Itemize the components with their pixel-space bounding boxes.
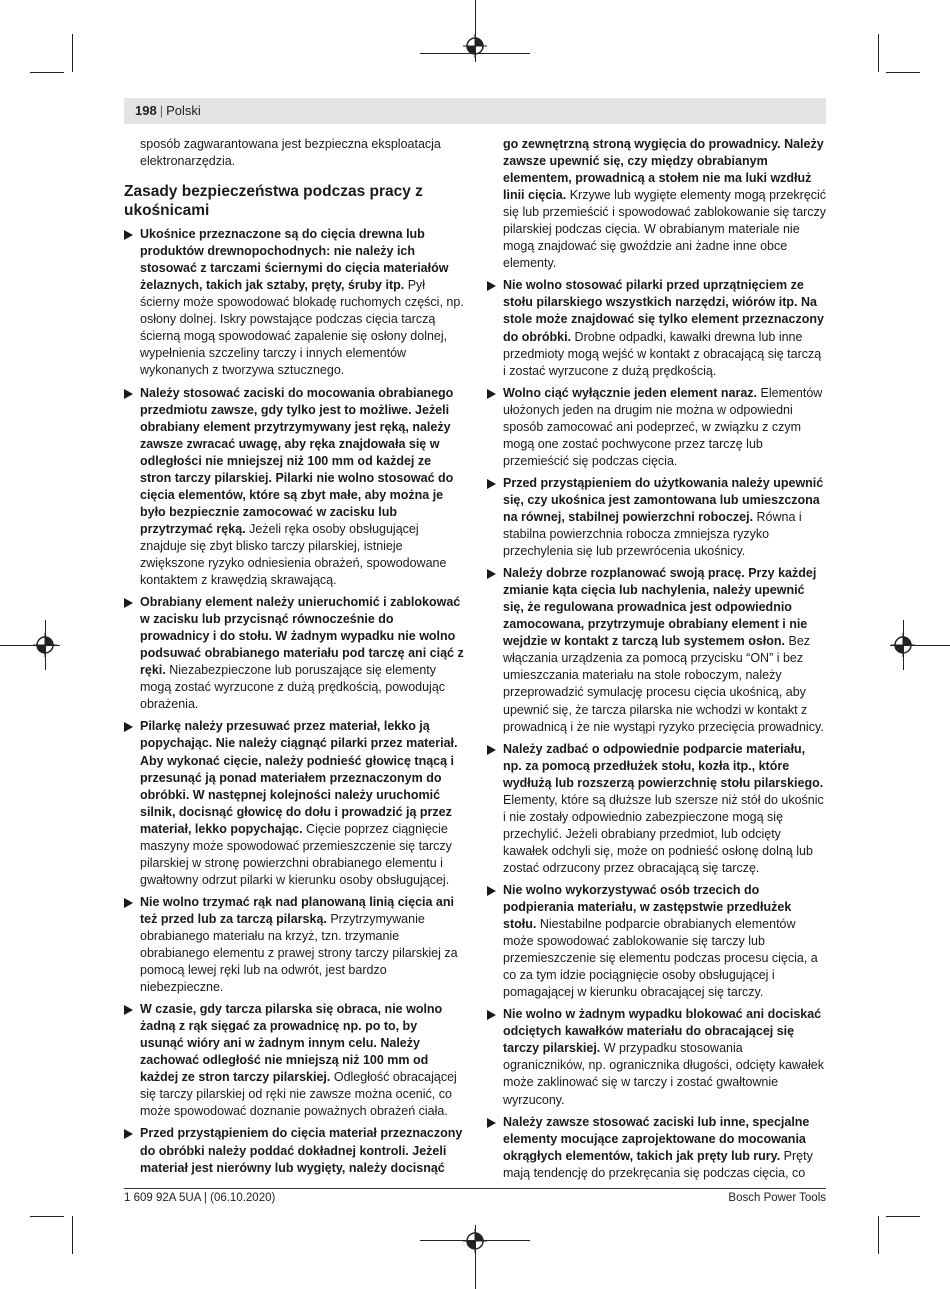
crop-mark [878,1216,879,1254]
item-text: Elementów ułożonych jeden na drugim nie można w odpowiedni sposób zamocować ani podeprzeć, w związku z czym mogą one zostać pochwycone przez tarczę lub przemieścić się podczas cięcia. [503,385,823,468]
crop-mark [30,1216,64,1217]
item-text: Elementy, które są dłuższe lub szersze niż stół do ukośnic i nie zostały odpowiednio zabezpieczone mogą się przechylić. Jeżeli obrabiany przedmiot, lub odcięty kawałek odchyli się, może on podnieść osłonę dolną lub zostać odrzucony przez obracającą się tarczę. [503,792,824,875]
item-bold-text: Nie wolno wykorzystywać osób trzecich do podpierania materiału, w zastępstwie przedłużek stołu. [503,882,792,932]
item-text: Cięcie poprzez ciągnięcie maszyny może spowodować przemieszczenie się tarczy pilarskiej w stronę powierzchni obrabianego elementu i gwałtowny odrzut pilarki w kierunku osoby obsługującej. [140,821,452,887]
list-item [487,1114,827,1182]
bullet-triangle-icon [487,1118,496,1128]
footer-brand: Bosch Power Tools [728,1192,826,1204]
page-language: Polski [166,103,201,118]
list-item [487,565,827,735]
bullet-triangle-icon [124,1005,133,1015]
continuation-text: Krzywe lub wygięte elementy mogą przekręcić się lub przemieścić i spowodować zablokowanie się tarczy pilarskiej podczas cięcia. W obrabianym materiale nie mogą znajdować się gwoździe ani żadne inne obce elementy. [503,188,827,271]
continuation-bold-text: go zewnętrzną stroną wygięcia do prowadnicy. Należy zawsze upewnić się, czy między obrabianym elementem, prowadnicą a stołem nie ma luki wzdłuż linii cięcia. [503,137,824,203]
item-bold-text: Przed przystąpieniem do cięcia materiał przeznaczony do obróbki należy poddać dokładnej kontroli. Jeżeli materiał jest nierówny lub wygięty, należy docisnąć [140,1126,463,1175]
list-item [487,882,827,1001]
registration-mark-icon [463,1229,487,1253]
crop-mark [886,72,920,73]
footer-code: 1 609 92A 5UA | (06.10.2020) [124,1192,276,1204]
crop-mark [30,72,64,73]
list-item [487,1006,827,1108]
section-heading: Zasady bezpieczeństwa podczas pracy z ukośnicami [124,183,423,220]
list-item [487,277,827,379]
item-bold-text: Ukośnice przeznaczone są do cięcia drewna lub produktów drewnopochodnych: nie należy ich stosować z tarczami ściernymi do cięcia materiałów żelaznych, takich jak sztaby, pręty, śruby itp. [140,227,449,293]
list-item [487,385,827,470]
bullet-triangle-icon [124,230,133,240]
item-text: Przytrzymywanie obrabianego materiału na krzyż, tzn. trzymanie obrabianego elementu z prawej strony tarczy pilarskiej za pomocą lewej ręki lub na odwrót, jest bardzo niebezpieczne. [140,911,458,995]
item-text: Równa i stabilna powierzchnia robocza zmniejsza ryzyko przechylenia się lub przewrócenia ukośnicy. [503,509,802,559]
footer-rule [124,1188,826,1189]
lead-paragraph: sposób zagwarantowana jest bezpieczna eksploatacja elektronarzędzia. [140,137,441,169]
item-text: W przypadku stosowania ograniczników, np. ogranicznika długości, odcięty kawałek może zaklinować się w tarczy i zostać gwałtownie wyrzucony. [503,1041,825,1107]
item-text: Jeżeli ręka osoby obsługującej znajduje się zbyt blisko tarczy pilarskiej, istnieje zwiększone ryzyko odniesienia obrażeń, spowodowane kontaktem z krawędzią skrawającą. [140,521,447,588]
bullet-triangle-icon [124,898,133,908]
item-text: Niezabezpieczone lub poruszające się elementy mogą zostać wyrzucone z dużą prędkością, powodując obrażenia. [140,663,446,712]
item-bold-text: W czasie, gdy tarcza pilarska się obraca, nie wolno żadną z rąk sięgać za prowadnicę np. po to, by usunąć wióry ani w żadnym innym celu. Należy zachować odległość nie mniejszą niż 100 mm od każdej ze stron tarczy pilarskiej. [140,1002,443,1085]
item-bold-text: Należy zadbać o odpowiednie podparcie materiału, np. za pomocą przedłużek stołu, kozła itp., które wydłużą lub rozszerzą powierzchnię stołu pilarskiego. [503,741,824,790]
list-item [124,594,464,713]
item-text: Niestabilne podparcie obrabianych elementów może spowodować zablokowanie się tarczy lub przemieszczenie się elementu podczas procesu cięcia, a co za tym idzie pociągnięcie osoby obsługującej i pomagającej w kierunku obracającej się tarczy. [503,917,818,1000]
header-separator: | [159,103,164,118]
bullet-triangle-icon [124,722,133,732]
item-bold-text: Przed przystąpieniem do użytkowania należy upewnić się, czy ukośnica jest zamontowana lub umieszczona na równej, stabilnej powierzchni roboczej. [503,475,824,524]
crop-mark [72,34,73,72]
page-number: 198 [135,103,157,118]
crop-mark [72,1216,73,1254]
bullet-triangle-icon [487,886,496,896]
crop-mark [878,34,879,72]
continuation-paragraph [503,136,827,272]
item-text: Odległość obracającej się tarczy pilarskiej od ręki nie zawsze można ocenić, co może spowodować doznanie poważnych obrażeń ciała. [140,1070,457,1119]
list-item [487,741,827,877]
list-item [124,226,464,379]
bullet-triangle-icon [487,1010,496,1020]
item-bold-text: Należy dobrze rozplanować swoją pracę. Przy każdej zmianie kąta cięcia lub nachylenia, należy upewnić się, że regulowana prowadnica jest odpowiednio zamocowana, przytrzymuje obrabiany element i nie wejdzie w kontakt z tarczą lub systemem osłon. [503,566,817,649]
item-text: Bez włączania urządzenia za pomocą przycisku “ON” i bez umieszczania materiału na stole roboczym, należy przeprowadzić symulację procesu cięcia ukośnicą, aby upewnić się, że tarcza pilarska nie wchodzi w kontakt z prowadnicą i że nie wystąpi ryzyko przecięcia prowadnicy. [503,634,824,734]
bullet-triangle-icon [124,1129,133,1139]
item-bold-text: Nie wolno trzymać rąk nad planowaną linią cięcia ani też przed lub za tarczą pilarską. [140,894,454,926]
item-bold-text: Pilarkę należy przesuwać przez materiał, lekko ją popychając. Nie należy ciągnąć pilarki przez materiał. Aby wykonać cięcie, należy podnieść głowicę tnącą i przesunąć ją ponad materiałem przeznaczonym do obróbki. W następnej kolejności należy uruchomić silnik, docisnąć głowicę do dołu i prowadzić ją przez materiał, lekko popychając. [140,719,458,836]
bullet-triangle-icon [487,479,496,489]
item-bold-text: Należy zawsze stosować zaciski lub inne, specjalne elementy mocujące zaprojektowane do mocowania okrągłych elementów, takich jak pręty lub rury. [503,1114,810,1163]
registration-mark-icon [33,633,57,657]
registration-mark-icon [463,34,487,58]
bullet-triangle-icon [487,569,496,579]
crop-mark [886,1216,920,1217]
item-bold-text: Obrabiany element należy unieruchomić i zablokować w zacisku lub przycisnąć równocześnie do prowadnicy i do stołu. W żadnym wypadku nie wolno podsuwać obrabianego materiału pod tarczę ani ciąć z ręki. [140,595,464,678]
list-item [124,718,464,888]
bullet-triangle-icon [487,281,496,291]
bullet-triangle-icon [124,389,133,399]
page-header [135,103,201,119]
bullet-triangle-icon [487,745,496,755]
right-column [487,136,827,1187]
page-header-bar [124,98,826,124]
item-text: Drobne odpadki, kawałki drewna lub inne przedmioty mogą wejść w kontakt z obracającą się tarczą i zostać wyrzucone z dużą prędkością. [503,329,822,378]
item-text: Pręty mają tendencję do przekręcania się podczas cięcia, co [503,1148,813,1180]
list-item [124,1125,464,1176]
item-bold-text: Wolno ciąć wyłącznie jeden element naraz. [503,385,758,400]
list-item [124,1001,464,1120]
list-item [124,385,464,590]
item-bold-text: Nie wolno stosować pilarki przed uprzątnięciem ze stołu pilarskiego wszystkich narzędzi, wiórów itp. Na stole może znajdować się tylko element przeznaczony do obróbki. [503,278,824,344]
bullet-triangle-icon [487,389,496,399]
left-column [124,136,464,1182]
item-bold-text: Nie wolno w żadnym wypadku blokować ani dociskać odciętych kawałków materiału do obracającej się tarczy pilarskiej. [503,1007,822,1056]
item-text: Pył ścierny może spowodować blokadę ruchomych części, np. osłony dolnej. Iskry powstające podczas cięcia tarczą ścierną mogą spowodować zapalenie się osłony dolnej, wypełnienia szczeliny tarczy i innych elementów wykonanych z tworzywa sztucznego. [140,278,464,378]
list-item [124,894,464,996]
bullet-triangle-icon [124,598,133,608]
item-bold-text: Należy stosować zaciski do mocowania obrabianego przedmiotu zawsze, gdy tylko jest to możliwe. Jeżeli obrabiany element przytrzymywany jest ręką, należy zawsze zwracać uwagę, aby ręka znajdowała się w odległości nie mniejszej niż 100 mm od każdej ze stron tarczy pilarskiej. Pilarki nie wolno stosować do cięcia elementów, które są zbyt małe, aby można je było bezpiecznie zamocować w zacisku lub przytrzymać ręką. [140,385,454,536]
list-item [487,475,827,560]
registration-mark-icon [891,633,915,657]
